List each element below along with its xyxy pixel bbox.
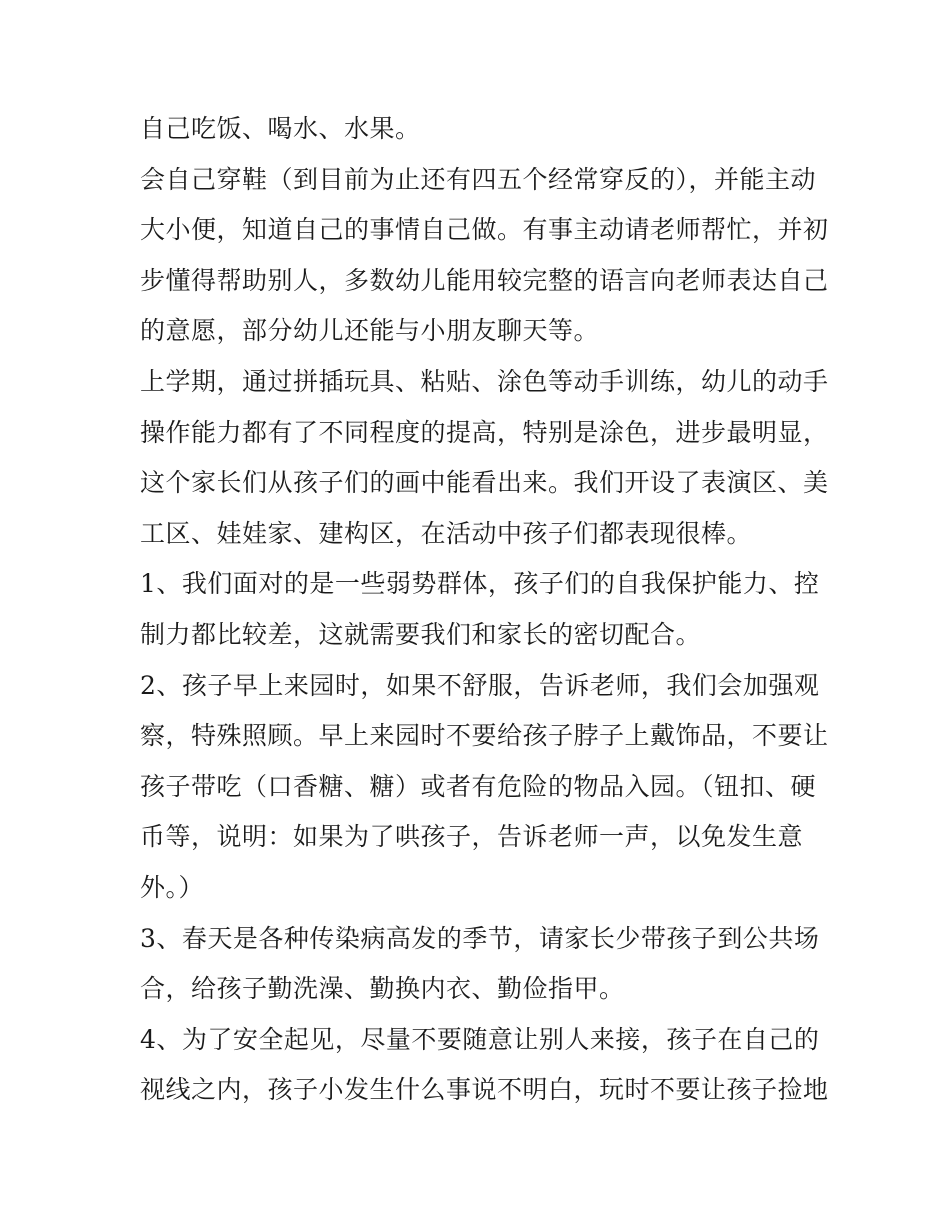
text-line: 工区、娃娃家、建构区，在活动中孩子们都表现很棒。: [140, 518, 753, 548]
list-item-3-line: 合，给孩子勤洗澡、勤换内衣、勤俭指甲。: [140, 974, 625, 1004]
text-line: 操作能力都有了不同程度的提高，特别是涂色，进步最明显，: [140, 417, 829, 447]
list-item-2-line: 孩子带吃（口香糖、糖）或者有危险的物品入园。（钮扣、硬: [140, 771, 817, 801]
list-item-2-line: 2、孩子早上来园时，如果不舒服，告诉老师，我们会加强观: [140, 670, 820, 700]
text-line: 大小便，知道自己的事情自己做。有事主动请老师帮忙，并初: [140, 215, 829, 245]
text-line: 这个家长们从孩子们的画中能看出来。我们开设了表演区、美: [140, 468, 829, 498]
list-item-2-line: 外。）: [140, 872, 205, 902]
text-line: 的意愿，部分幼儿还能与小朋友聊天等。: [140, 316, 600, 346]
list-item-2-line: 察，特殊照顾。早上来园时不要给孩子脖子上戴饰品，不要让: [140, 721, 829, 751]
list-item-2-line: 币等，说明：如果为了哄孩子，告诉老师一声，以免发生意: [140, 822, 804, 852]
list-item-1-line: 制力都比较差，这就需要我们和家长的密切配合。: [140, 619, 702, 649]
list-item-3-line: 3、春天是各种传染病高发的季节，请家长少带孩子到公共场: [140, 923, 820, 953]
list-item-1-line: 1、我们面对的是一些弱势群体，孩子们的自我保护能力、控: [140, 569, 820, 599]
text-line: 上学期，通过拼插玩具、粘贴、涂色等动手训练，幼儿的动手: [140, 366, 829, 396]
list-item-4-line: 视线之内，孩子小发生什么事说不明白，玩时不要让孩子捡地: [140, 1075, 829, 1105]
document-body: [140, 104, 829, 1116]
text-line: 会自己穿鞋（到目前为止还有四五个经常穿反的），并能主动: [140, 164, 817, 194]
text-line: 自己吃饭、喝水、水果。: [140, 114, 421, 143]
text-line: 步懂得帮助别人，多数幼儿能用较完整的语言向老师表达自己: [140, 265, 829, 295]
list-item-4-line: 4、为了安全起见，尽量不要随意让别人来接，孩子在自己的: [140, 1024, 820, 1054]
